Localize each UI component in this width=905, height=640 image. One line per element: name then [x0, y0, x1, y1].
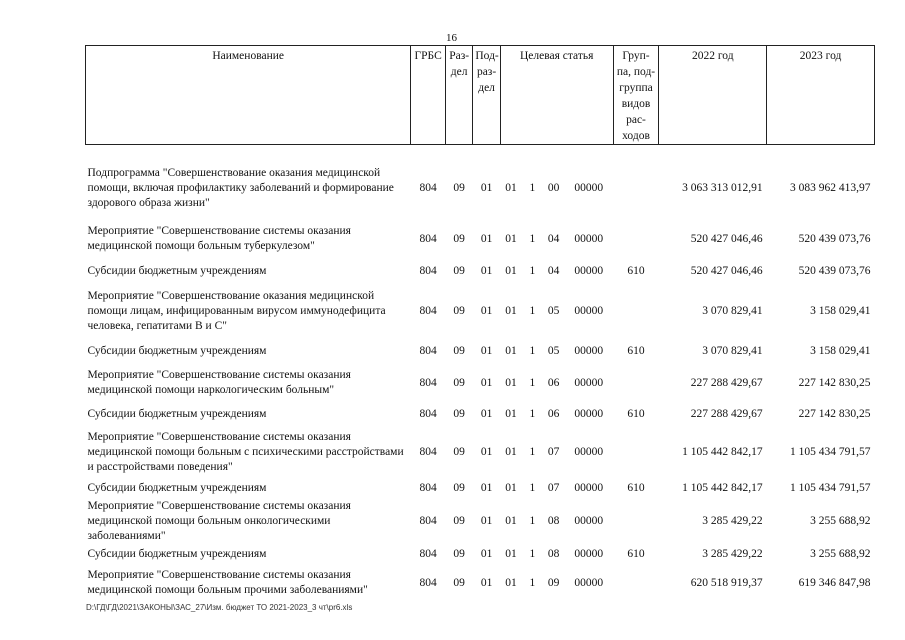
row-grbs: 804 [419, 265, 437, 277]
row-grbs: 804 [419, 576, 437, 589]
row-cs-event: 06 [547, 376, 560, 389]
row-expense-group [613, 219, 659, 259]
row-name: Субсидии бюджетным учреждениям [87, 481, 267, 494]
header-2023: 2023 год [767, 46, 875, 145]
row-razdel: 09 [453, 408, 465, 420]
row-cs-program: 01 [505, 181, 517, 194]
table-row [86, 499, 875, 544]
row-cs-program: 01 [505, 408, 517, 420]
row-grbs: 804 [419, 232, 437, 245]
row-expense-group [613, 284, 659, 339]
row-cs-subprogram: 1 [529, 181, 536, 194]
row-razdel: 09 [453, 376, 465, 389]
row-name: Мероприятие "Совершенствование системы оказания медицинской помощи наркологическим больным" [87, 369, 351, 396]
row-name: Мероприятие "Совершенствование системы оказания медицинской помощи больным с психическими расстройствами и расстройствами поведения" [87, 430, 404, 473]
row-expense-group: 610 [627, 481, 645, 494]
row-amount-2022: 520 427 046,46 [690, 232, 763, 245]
row-amount-2022: 3 063 313 012,91 [682, 181, 763, 194]
row-amount-2023: 619 346 847,98 [798, 576, 871, 589]
row-cs-direction: 00000 [574, 547, 604, 560]
row-name: Мероприятие "Совершенствование системы оказания медицинской помощи больным онкологическими заболеваниями" [87, 500, 351, 542]
row-razdel: 09 [453, 181, 465, 194]
table-row [86, 284, 875, 339]
row-cs-program: 01 [505, 515, 517, 527]
header-celevaya: Целевая статья [500, 46, 613, 145]
table-row [86, 477, 875, 499]
row-cs-event: 00 [547, 181, 560, 194]
row-cs-subprogram: 1 [529, 232, 536, 245]
row-name: Мероприятие "Совершенствование системы оказания медицинской помощи больным туберкулезом" [87, 225, 351, 252]
row-name: Субсидии бюджетным учреждениям [87, 408, 267, 420]
row-name: Подпрограмма "Совершенствование оказания медицинской помощи, включая профилактику заболеваний и формирование здорового образа жизни" [87, 166, 394, 209]
row-expense-group [613, 427, 659, 477]
table-row [86, 427, 875, 477]
row-cs-program: 01 [505, 481, 517, 494]
row-amount-2022: 620 518 919,37 [690, 576, 763, 589]
row-expense-group [613, 157, 659, 219]
header-podrazdel: Под- раз- дел [473, 46, 500, 145]
row-cs-program: 01 [505, 305, 517, 317]
row-cs-direction: 00000 [574, 481, 604, 494]
row-cs-program: 01 [505, 547, 517, 560]
row-cs-subprogram: 1 [529, 547, 536, 560]
row-cs-program: 01 [505, 445, 517, 458]
row-grbs: 804 [419, 181, 437, 194]
row-name: Мероприятие "Совершенствование системы оказания медицинской помощи больным прочими заболеваниями" [87, 569, 368, 596]
row-cs-event: 05 [547, 305, 560, 317]
row-podrazdel: 01 [480, 576, 493, 589]
row-cs-event: 09 [547, 576, 560, 589]
row-cs-subprogram: 1 [529, 345, 536, 357]
row-grbs: 804 [419, 445, 437, 458]
row-cs-event: 08 [547, 547, 560, 560]
row-cs-direction: 00000 [574, 265, 604, 277]
row-amount-2023: 520 439 073,76 [798, 265, 871, 277]
row-cs-program: 01 [505, 345, 517, 357]
row-amount-2022: 1 105 442 842,17 [682, 445, 763, 458]
row-cs-direction: 00000 [574, 232, 604, 245]
row-grbs: 804 [419, 547, 437, 560]
row-cs-event: 04 [547, 265, 560, 277]
row-grbs: 804 [419, 305, 437, 317]
row-podrazdel: 01 [480, 181, 493, 194]
row-cs-subprogram: 1 [529, 376, 536, 389]
row-name: Мероприятие "Совершенствование оказания медицинской помощи лицам, инфицированным вирусом иммунодефицита человека, гепатитами В и С" [87, 290, 386, 332]
row-cs-program: 01 [505, 232, 517, 245]
row-amount-2023: 3 158 029,41 [810, 305, 871, 317]
row-cs-event: 07 [547, 445, 560, 458]
row-expense-group: 610 [627, 408, 645, 420]
table-row [86, 544, 875, 564]
header-gruppa: Груп- па, под- группа видов рас- ходов [613, 46, 659, 145]
row-cs-event: 07 [547, 481, 560, 494]
row-cs-subprogram: 1 [529, 481, 536, 494]
header-grbs: ГРБС [411, 46, 446, 145]
row-amount-2023: 3 158 029,41 [810, 345, 871, 357]
file-path-footer: D:\ГД\ГД\2021\ЗАКОНЫ\ЗАС_27\Изм. бюджет ТО 2021-2023_3 чт\pr6.xls [86, 603, 353, 612]
row-expense-group [613, 499, 659, 544]
row-cs-direction: 00000 [574, 376, 604, 389]
row-amount-2023: 1 105 434 791,57 [790, 481, 871, 494]
row-grbs: 804 [419, 481, 437, 494]
row-razdel: 09 [453, 445, 465, 458]
row-cs-event: 06 [547, 408, 560, 420]
row-cs-subprogram: 1 [529, 265, 536, 277]
row-cs-direction: 00000 [574, 408, 604, 420]
row-cs-program: 01 [505, 265, 517, 277]
row-expense-group: 610 [627, 345, 645, 357]
header-2022: 2022 год [659, 46, 767, 145]
row-amount-2022: 227 288 429,67 [690, 408, 763, 420]
row-amount-2022: 1 105 442 842,17 [682, 481, 763, 494]
row-grbs: 804 [419, 345, 437, 357]
table-row [86, 157, 875, 219]
row-cs-event: 05 [547, 345, 560, 357]
row-cs-program: 01 [505, 576, 517, 589]
table-row [86, 339, 875, 364]
row-cs-subprogram: 1 [529, 515, 536, 527]
row-razdel: 09 [453, 265, 465, 277]
row-amount-2022: 520 427 046,46 [690, 265, 763, 277]
row-cs-program: 01 [505, 376, 517, 389]
row-amount-2023: 3 083 962 413,97 [790, 181, 871, 194]
row-razdel: 09 [453, 345, 465, 357]
row-podrazdel: 01 [480, 481, 493, 494]
table-row [86, 364, 875, 402]
row-expense-group [613, 364, 659, 402]
row-podrazdel: 01 [480, 345, 493, 357]
row-podrazdel: 01 [480, 515, 493, 527]
row-amount-2022: 3 285 429,22 [702, 547, 763, 560]
row-expense-group [613, 564, 659, 602]
row-cs-event: 08 [547, 515, 560, 527]
row-razdel: 09 [453, 232, 465, 245]
row-amount-2022: 3 285 429,22 [702, 515, 763, 527]
table-row [86, 402, 875, 427]
page-number: 16 [446, 32, 457, 44]
row-name: Субсидии бюджетным учреждениям [87, 345, 267, 357]
row-razdel: 09 [453, 305, 465, 317]
row-podrazdel: 01 [480, 232, 493, 245]
row-amount-2022: 3 070 829,41 [702, 345, 763, 357]
row-cs-direction: 00000 [574, 345, 604, 357]
row-amount-2023: 3 255 688,92 [810, 515, 871, 527]
row-amount-2023: 3 255 688,92 [810, 547, 871, 560]
row-cs-subprogram: 1 [529, 576, 536, 589]
row-razdel: 09 [453, 481, 465, 494]
row-cs-direction: 00000 [574, 181, 604, 194]
row-amount-2022: 3 070 829,41 [702, 305, 763, 317]
header-razdel: Раз- дел [445, 46, 472, 145]
row-grbs: 804 [419, 515, 437, 527]
row-podrazdel: 01 [480, 265, 493, 277]
table-row [86, 219, 875, 259]
row-grbs: 804 [419, 408, 437, 420]
header-row [86, 46, 875, 145]
row-expense-group: 610 [627, 547, 645, 560]
row-cs-direction: 00000 [574, 515, 604, 527]
row-podrazdel: 01 [480, 376, 493, 389]
row-razdel: 09 [453, 576, 465, 589]
row-amount-2022: 227 288 429,67 [690, 376, 763, 389]
row-podrazdel: 01 [480, 445, 493, 458]
row-podrazdel: 01 [480, 305, 493, 317]
row-cs-direction: 00000 [574, 445, 604, 458]
row-amount-2023: 227 142 830,25 [798, 376, 871, 389]
row-podrazdel: 01 [480, 408, 493, 420]
row-expense-group: 610 [627, 265, 645, 277]
row-grbs: 804 [419, 376, 437, 389]
row-podrazdel: 01 [480, 547, 493, 560]
row-amount-2023: 227 142 830,25 [798, 408, 871, 420]
row-amount-2023: 520 439 073,76 [798, 232, 871, 245]
row-cs-subprogram: 1 [529, 305, 536, 317]
header-name: Наименование [86, 46, 411, 145]
table-row [86, 564, 875, 602]
row-razdel: 09 [453, 515, 465, 527]
table-row [86, 259, 875, 284]
row-cs-direction: 00000 [574, 576, 604, 589]
row-cs-subprogram: 1 [529, 408, 536, 420]
row-cs-event: 04 [547, 232, 560, 245]
row-cs-direction: 00000 [574, 305, 604, 317]
row-amount-2023: 1 105 434 791,57 [790, 445, 871, 458]
budget-table [85, 45, 875, 602]
row-razdel: 09 [453, 547, 465, 560]
row-cs-subprogram: 1 [529, 445, 536, 458]
row-name: Субсидии бюджетным учреждениям [87, 547, 267, 560]
row-name: Субсидии бюджетным учреждениям [87, 265, 267, 277]
